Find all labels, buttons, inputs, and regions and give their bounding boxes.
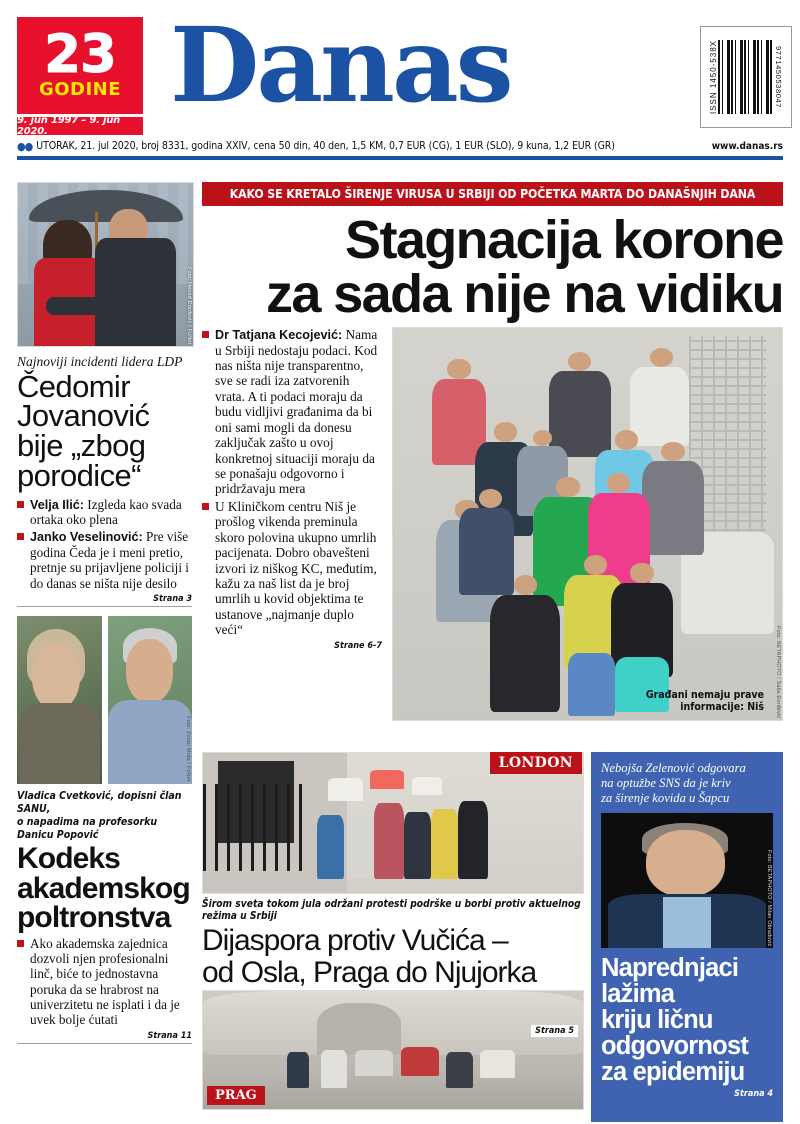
masthead-rule (17, 156, 783, 160)
headline-line-2: lažima (601, 980, 675, 1009)
photo-credit: Foto: BETAPHOTO / Milan Obradović (766, 849, 772, 947)
bullet-lead-in: Janko Veselinović: (30, 530, 143, 545)
headline-line-2: Jovanović (17, 398, 150, 434)
bullet-text: Ako akademska zajednica dozvoli njen profesionalni linč, biće to jednostavna poruka da se hrabrost na univerzitetu ne isplati i da je uvek bolje ćutati (30, 935, 180, 1028)
bullet-dots-icon: ●● (17, 139, 33, 153)
diaspora-caption: Širom sveta tokom jula održani protesti podrške u borbi protiv aktuelnog režima u Srbiji (202, 899, 581, 923)
kicker-line-2: o napadima na profesorku Danicu Popović (17, 816, 158, 842)
headline-line-3: poltronstva (17, 900, 171, 934)
left-top-headline[interactable] (17, 368, 192, 493)
photo-prague-protest (202, 990, 584, 1110)
headline-line-1: Naprednjaci (601, 954, 739, 983)
diaspora-headline[interactable] (202, 925, 582, 987)
photo-jovanovic-incident (17, 182, 194, 347)
left-bottom-kicker (17, 790, 192, 843)
lead-headline[interactable] (202, 210, 783, 324)
list-item (202, 327, 382, 497)
headline-line-4: porodice“ (17, 457, 141, 493)
headline-line-1: Kodeks (17, 842, 120, 876)
lead-page-ref[interactable]: Strane 6-7 (334, 640, 382, 651)
headline-line-2: za sada nije na vidiku (265, 264, 783, 324)
list-item (17, 936, 192, 1028)
tag-london: LONDON (490, 752, 582, 774)
anniversary-word: GODINE (38, 79, 122, 101)
bullet-text: Nama u Srbiji nedostaju podaci. Kod nas ništa nije transparentno, sve se radi iza zatvorenih vrata. A ti podaci moraju da budu vidljivi građanima da bi oni sami mogli da donesu zaključak zašto u ovoj konkretnoj situaciji moraju da se ponašaju odgovorno i pridržavaju mera (215, 327, 378, 497)
zelenovic-page-ref[interactable]: Strana 4 (734, 1089, 773, 1100)
caption-line-2: informacije: Niš (680, 701, 764, 714)
barcode (700, 26, 792, 128)
issue-info-text: UTORAK, 21. jul 2020, broj 8331, godina XXIV, cena 50 din, 40 den, 1,5 KM, 0,7 EUR (CG), 1 EUR (SLO), 9 kuna, 1,2 EUR (GR) (36, 140, 615, 152)
left-bottom-headline[interactable] (17, 842, 192, 934)
zelenovic-kicker (601, 761, 773, 806)
diaspora-page-ref[interactable]: Strana 5 (531, 1025, 578, 1037)
left-top-kicker: Najnoviji incidenti lidera LDP (17, 354, 183, 369)
bottom-row (202, 752, 783, 1122)
portrait-danica-popovic (17, 616, 102, 784)
list-item (202, 499, 382, 638)
kicker-line-1: Vladica Cvetković, dopisni član SANU, (17, 789, 182, 816)
headline-line-2: od Osla, Praga do Njujorka (202, 955, 537, 989)
list-item (17, 497, 192, 528)
headline-line-1: Dijaspora protiv Vučića – (202, 924, 508, 958)
zelenovic-story-panel (591, 752, 783, 1122)
headline-line-5: za epidemiju (601, 1058, 745, 1087)
bullet-lead-in: Dr Tatjana Kecojević: (215, 328, 343, 342)
website-url[interactable]: www.danas.rs (711, 140, 783, 152)
bullet-text: Izgleda kao svada ortaka oko plena (30, 496, 182, 528)
left-top-page-ref[interactable]: Strana 3 (153, 593, 192, 604)
issue-info-line (17, 138, 783, 154)
lead-bullets (202, 327, 382, 638)
crowd-figures (393, 328, 782, 720)
photo-caption (646, 689, 764, 714)
headline-line-1: Stagnacija korone (345, 210, 783, 270)
photo-pair-academics (17, 616, 192, 784)
issn-text: ISSN 1450-538X (709, 39, 718, 115)
paper-logo: Danas (170, 5, 511, 126)
left-bottom-bullets (17, 936, 192, 1028)
photo-credit: Foto: BETAPHOTO / Saša Đorđević (775, 625, 781, 718)
lead-banner: KAKO SE KRETALO ŠIRENJE VIRUSA U SRBIJI OD POČETKA MARTA DO DANAŠNJIH DANA (202, 182, 783, 206)
headline-line-3: bije „zbog (17, 428, 146, 464)
barcode-bars (718, 40, 774, 114)
lead-body-row (202, 327, 783, 721)
anniversary-dates: 9. jun 1997 – 9. jun 2020. (17, 117, 143, 135)
kicker-line-1: Nebojša Zelenović odgovara (601, 761, 746, 775)
masthead (0, 0, 800, 153)
headline-line-1: Čedomir (17, 368, 130, 404)
left-bottom-page-ref[interactable]: Strana 11 (147, 1030, 192, 1041)
left-column (17, 182, 192, 1044)
headline-line-3: kriju ličnu (601, 1006, 713, 1035)
bullet-text: U Kliničkom centru Niš je prošlog vikenda preminula skoro polovina ukupno umrlih pacijenata. Dobro obavešteni izvori iz niškog KC, međutim, kažu za naš list da je broj umrlih u kovid objektima te ustanove „najmanje duplo veći“ (215, 498, 377, 638)
bullet-lead-in: Velja Ilić: (30, 497, 84, 512)
list-item (17, 529, 192, 591)
divider (17, 606, 192, 607)
divider (17, 1043, 192, 1044)
left-top-bullets (17, 497, 192, 591)
photo-street-crowd-nis (392, 327, 783, 721)
kicker-line-3: za širenje kovida u Šapcu (601, 791, 730, 806)
bullet-text: Pre više godina Čeda je i meni pretio, pretnje su prijavljene policiji i do danas se ništa nije desilo (30, 529, 189, 591)
photo-credit: Foto: Zoran Mrđa / FoNet (185, 716, 191, 782)
photo-nebojsa-zelenovic (601, 813, 773, 948)
ean-number: 9771450538047 (774, 45, 783, 109)
kicker-line-2: na optužbe SNS da je kriv (601, 776, 731, 791)
tag-prag: PRAG (207, 1086, 265, 1105)
zelenovic-headline[interactable] (601, 955, 773, 1085)
anniversary-number: 23 (44, 23, 116, 85)
caption-line-1: Građani nemaju prave (645, 688, 764, 701)
headline-line-2: akademskog (17, 871, 190, 905)
headline-line-4: odgovornost (601, 1032, 749, 1061)
portrait-vladica-cvetkovic (108, 616, 193, 784)
lead-story (202, 182, 783, 721)
photo-credit: Foto: Nenad Đorđević / FoNet (186, 266, 192, 344)
lead-text-column (202, 327, 382, 721)
anniversary-logo (17, 17, 143, 114)
diaspora-story (202, 752, 582, 1122)
